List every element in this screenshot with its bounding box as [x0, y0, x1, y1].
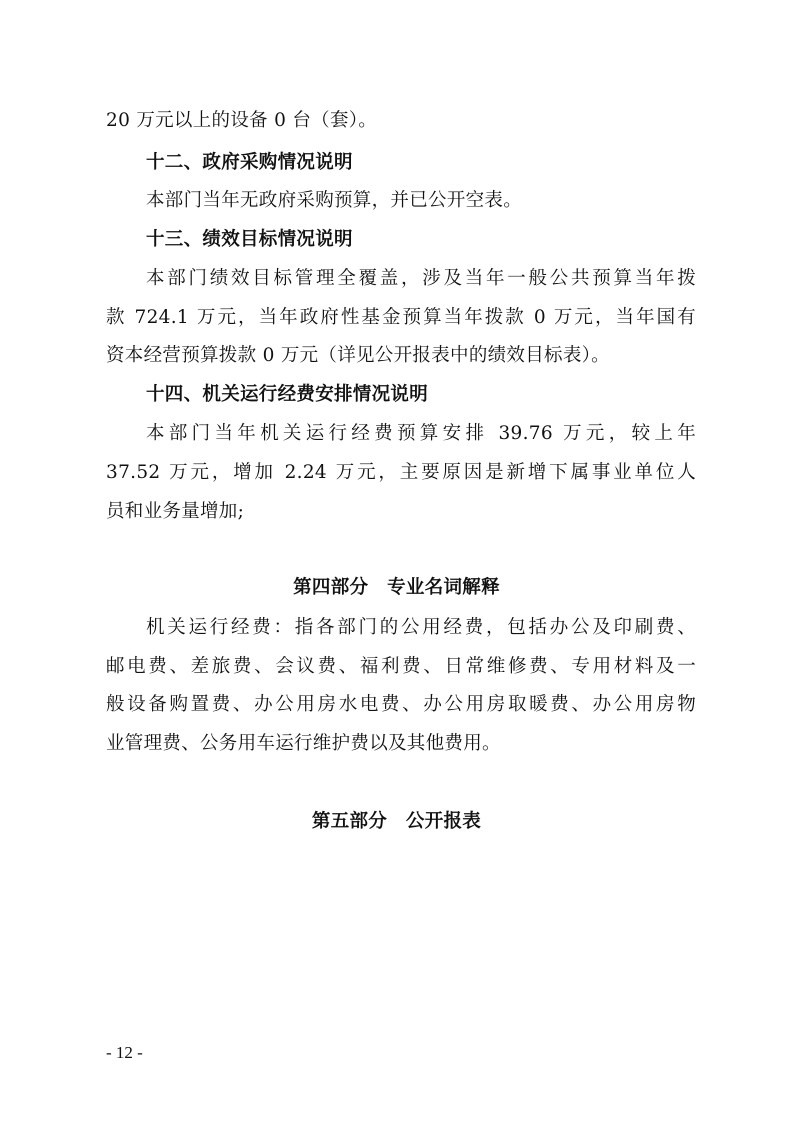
part-four-title: 第四部分 专业名词解释 — [293, 577, 500, 598]
part-five-title: 第五部分 公开报表 — [311, 811, 482, 832]
glossary-paragraph-line-1: 机关运行经费：指各部门的公用经费，包括办公及印刷费、 — [146, 617, 696, 638]
section-heading-12: 十二、政府采购情况说明 — [146, 152, 353, 173]
performance-paragraph-line-1: 本部门绩效目标管理全覆盖，涉及当年一般公共预算当年拨 — [146, 268, 696, 289]
performance-paragraph-line-2: 款 724.1 万元，当年政府性基金预算当年拨款 0 万元，当年国有 — [106, 307, 696, 328]
glossary-paragraph-line-4: 业管理费、公务用车运行维护费以及其他费用。 — [106, 733, 501, 754]
section-heading-14: 十四、机关运行经费安排情况说明 — [146, 384, 429, 405]
glossary-paragraph-line-3: 般设备购置费、办公用房水电费、办公用房取暖费、办公用房物 — [106, 694, 696, 715]
operating-expense-paragraph-line-3: 员和业务量增加; — [106, 501, 245, 522]
operating-expense-paragraph-line-2: 37.52 万元，增加 2.24 万元，主要原因是新增下属事业单位人 — [106, 462, 696, 483]
equipment-count-line: 20 万元以上的设备 0 台（套）。 — [106, 110, 378, 131]
operating-expense-paragraph-line-1: 本部门当年机关运行经费预算安排 39.76 万元，较上年 — [146, 423, 696, 444]
page-number: - 12 - — [106, 1043, 143, 1062]
section-heading-13: 十三、绩效目标情况说明 — [146, 229, 353, 250]
performance-paragraph-line-3: 资本经营预算拨款 0 万元（详见公开报表中的绩效目标表）。 — [106, 345, 610, 366]
procurement-paragraph: 本部门当年无政府采购预算，并已公开空表。 — [146, 190, 523, 211]
glossary-paragraph-line-2: 邮电费、差旅费、会议费、福利费、日常维修费、专用材料及一 — [106, 656, 696, 677]
